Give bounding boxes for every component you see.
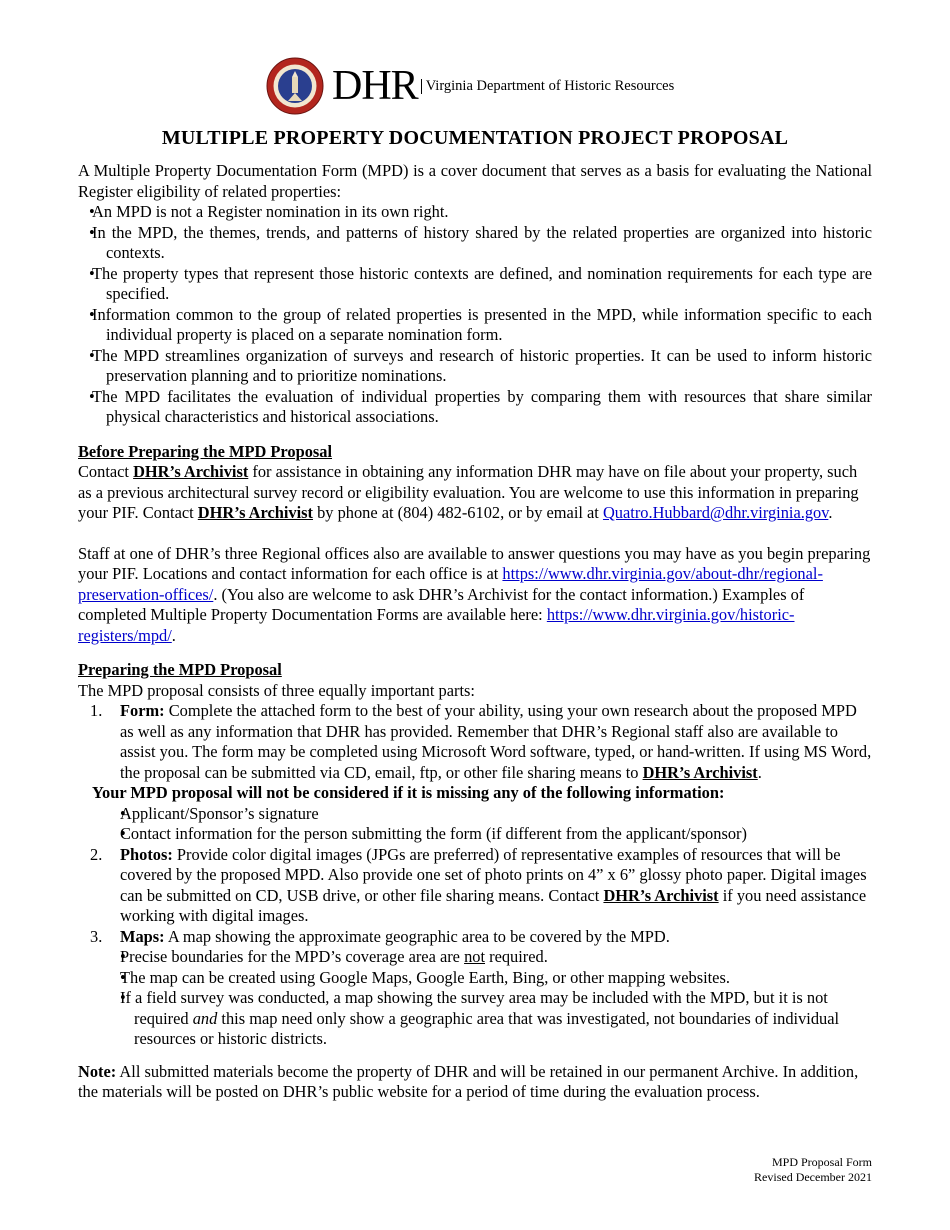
item-label: Photos:	[120, 844, 173, 864]
list-item: • Contact information for the person submitting the form (if different from the applicant/sponsor)	[78, 824, 872, 845]
text-segment: Provide color digital images (JPGs are preferred) of representative examples of resources that will be covered by the proposed MPD. Also provide one set of photo prints on 4” x 6” glossy photo paper. Digital images can be submitted on CD, USB drive, or other file sharing means. Contact	[120, 844, 867, 905]
text-segment: Staff at one of DHR’s three Regional offices also are available to answer questions you may have as you begin preparing your PIF. Locations and contact information for each office is at	[78, 543, 871, 583]
preparing-heading: Preparing the MPD Proposal	[78, 660, 282, 679]
list-item-maps	[78, 927, 872, 1050]
text-segment: Complete the attached form to the best of your ability, using your own research about the proposed MPD as well as any information that DHR has provided. Remember that DHR’s Regional staff also are available to assist you. The form may be completed using Microsoft Word software, typed, or hand-written. If using MS Word, the proposal can be submitted via CD, email, ftp, or other file sharing means to	[120, 701, 872, 782]
preparing-intro: The MPD proposal consists of three equally important parts:	[78, 680, 475, 700]
required-info-warning: Your MPD proposal will not be considered if it is missing any of the following information:	[92, 783, 725, 802]
archivist-link[interactable]: DHR’s Archivist	[197, 503, 313, 522]
email-link[interactable]: Quatro.Hubbard@dhr.virginia.gov	[602, 503, 829, 522]
text-segment: if you need assistance working with digital images.	[120, 885, 867, 925]
department-name: Virginia Department of Historic Resources	[421, 79, 675, 94]
item-number: 3.	[90, 926, 103, 946]
note-paragraph	[78, 1062, 872, 1103]
list-item: • The MPD streamlines organization of surveys and research of historic properties. It can be used to inform historic preservation planning and to prioritize nominations.	[78, 346, 872, 387]
parts-list	[78, 701, 872, 783]
virginia-seal-icon	[266, 57, 324, 115]
text-segment: . (You also are welcome to ask DHR’s Archivist for the contact information.) Examples of completed Multiple Property Documentation Forms are available here:	[78, 584, 805, 624]
list-item-form	[78, 701, 872, 783]
maps-bullet-list	[120, 947, 872, 1050]
page-title: MULTIPLE PROPERTY DOCUMENTATION PROJECT PROPOSAL	[161, 127, 789, 149]
item-number: 2.	[90, 844, 103, 864]
list-item: • The property types that represent those historic contexts are defined, and nomination requirements for each type are specified.	[78, 264, 872, 305]
item-label: Maps:	[120, 926, 165, 946]
archivist-link[interactable]: DHR’s Archivist	[603, 885, 719, 905]
text-segment: A map showing the approximate geographic area to be covered by the MPD.	[164, 926, 670, 946]
emphasis-and: and	[192, 1008, 218, 1028]
parts-list-continued	[78, 845, 872, 1050]
intro-paragraph: A Multiple Property Documentation Form (MPD) is a cover document that serves as a basis for evaluating the National Register eligibility of related properties:	[78, 161, 872, 201]
list-item: • Information common to the group of related properties is presented in the MPD, while information specific to each individual property is placed on a separate nomination form.	[78, 305, 872, 346]
text-segment: Contact	[78, 462, 134, 481]
text-segment: If a field survey was conducted, a map showing the survey area may be included with the MPD, but it is not required	[120, 988, 828, 1028]
archivist-paragraph	[78, 462, 872, 524]
list-item: • Applicant/Sponsor’s signature	[78, 804, 872, 825]
list-item: • In the MPD, the themes, trends, and patterns of history shared by the related properties are organized into historic contexts.	[78, 223, 872, 264]
mpd-examples-link[interactable]: https://www.dhr.virginia.gov/historic-registers/mpd/	[78, 605, 795, 645]
footer-revision	[754, 1155, 872, 1184]
item-number: 1.	[90, 701, 103, 720]
archivist-link[interactable]: DHR’s Archivist	[133, 462, 249, 481]
text-segment: this map need only show a geographic area that was investigated, not boundaries of individual resources or historic districts.	[134, 1008, 840, 1048]
item-label: Form:	[120, 701, 165, 720]
before-preparing-heading: Before Preparing the MPD Proposal	[78, 441, 333, 461]
intro-bullet-list	[78, 202, 872, 428]
list-item: • An MPD is not a Register nomination in its own right.	[78, 202, 872, 223]
required-info-list	[78, 804, 872, 845]
text-segment: by phone at (804) 482-6102, or by email at	[313, 503, 603, 522]
regional-offices-paragraph	[78, 544, 872, 647]
text-segment: All submitted materials become the property of DHR and will be retained in our permanent Archive. In addition, the materials will be posted on DHR’s public website for a period of time during the evaluation process.	[78, 1061, 859, 1101]
list-item	[120, 947, 872, 968]
list-item-photos	[78, 845, 872, 927]
archivist-link[interactable]: DHR’s Archivist	[642, 762, 758, 782]
note-label: Note:	[78, 1061, 117, 1081]
list-item: • The MPD facilitates the evaluation of individual properties by comparing them with resources that share similar physical characteristics and historical associations.	[78, 387, 872, 428]
text-segment: Precise boundaries for the MPD’s coverage area are	[120, 947, 465, 966]
regional-offices-link[interactable]: https://www.dhr.virginia.gov/about-dhr/regional-preservation-offices/	[78, 564, 823, 604]
emphasis-not: not	[464, 947, 486, 966]
footer-form-name: MPD Proposal Form	[771, 1155, 872, 1169]
footer-revised-date: Revised December 2021	[754, 1169, 872, 1184]
dhr-logo-text: DHR	[332, 63, 418, 109]
spacer	[78, 524, 872, 544]
text-segment: .	[171, 625, 176, 645]
text-segment: .	[757, 762, 762, 782]
list-item	[120, 988, 872, 1050]
text-segment: required.	[485, 947, 548, 966]
list-item: • The map can be created using Google Maps, Google Earth, Bing, or other mapping websites.	[120, 968, 872, 989]
text-segment: .	[828, 503, 833, 522]
text-segment: for assistance in obtaining any information DHR may have on file about your property, such as a previous architectural survey record or eligibility evaluation. You are welcome to use this information in preparing your PIF. Contact	[78, 462, 859, 522]
document-body	[78, 125, 872, 1103]
letterhead	[266, 56, 674, 116]
